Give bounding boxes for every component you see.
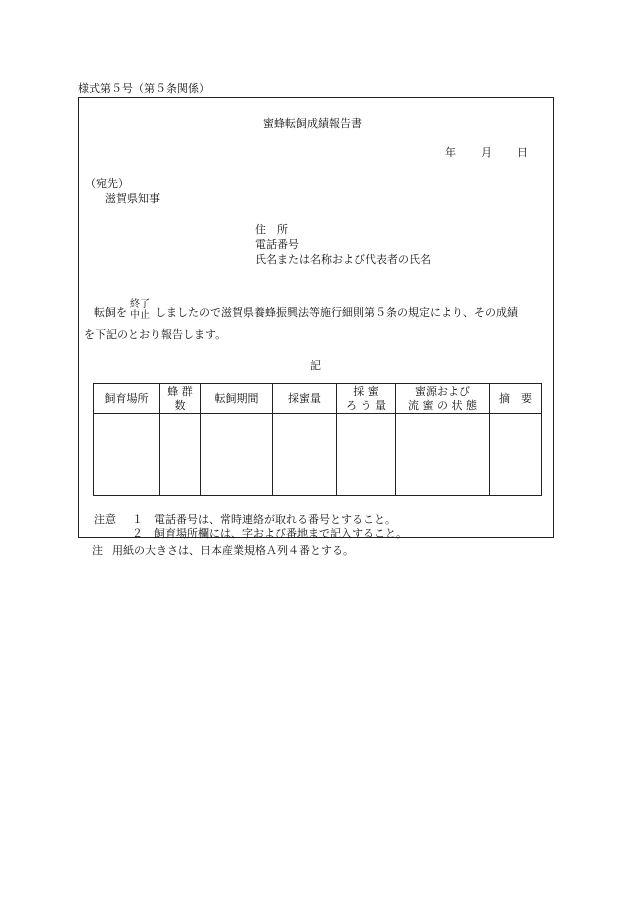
body-line1-rest: しましたので滋賀県養蜂振興法等施行細則第５条の規定により、その成績	[155, 306, 518, 319]
note-1-text: 電話番号は、常時連絡が取れる番号とすること。	[154, 513, 396, 526]
addressee-name: 滋賀県知事	[105, 192, 160, 205]
notes-label: 注意	[94, 513, 116, 526]
body-option-stack	[130, 299, 150, 321]
addressee-label: （宛先）	[85, 177, 129, 190]
col-period: 転飼期間	[201, 384, 273, 414]
col-remarks: 摘 要	[490, 384, 542, 414]
date-year: 年	[445, 146, 456, 159]
footer-note-text: 用紙の大きさは、日本産業規格Ａ列４番とする。	[112, 544, 354, 557]
note-2-number: ２	[132, 527, 143, 540]
ki-heading: 記	[310, 359, 321, 372]
col-location: 飼育場所	[94, 384, 160, 414]
form-number: 様式第５号（第５条関係）	[78, 82, 210, 95]
col-colonies: 蜂 群 数	[160, 384, 201, 414]
table-row	[94, 414, 542, 496]
note-2-text: 飼育場所欄には、字および番地まで記入すること。	[154, 527, 407, 540]
body-line2: を下記のとおり報告します。	[84, 328, 227, 341]
cell-location[interactable]	[94, 414, 160, 496]
option-end: 終了	[130, 299, 150, 310]
document-title: 蜜蜂転飼成績報告書	[263, 117, 362, 130]
note-1-number: １	[132, 513, 143, 526]
date-month: 月	[481, 146, 492, 159]
date-day: 日	[517, 146, 528, 159]
cell-honey-amount[interactable]	[273, 414, 337, 496]
col-honey-amount: 採蜜量	[273, 384, 337, 414]
cell-wax-amount[interactable]	[337, 414, 396, 496]
applicant-phone-label: 電話番号	[255, 238, 299, 251]
option-stop: 中止	[130, 310, 150, 321]
footer-note-label: 注	[92, 544, 103, 557]
applicant-name-label: 氏名または名称および代表者の氏名	[255, 253, 431, 266]
body-prefix: 転飼を	[94, 306, 127, 319]
cell-nectar-source[interactable]	[396, 414, 490, 496]
cell-period[interactable]	[201, 414, 273, 496]
cell-remarks[interactable]	[490, 414, 542, 496]
col-wax-amount: 採 蜜 ろ う 量	[337, 384, 396, 414]
cell-colonies[interactable]	[160, 414, 201, 496]
applicant-address-label: 住 所	[255, 223, 288, 236]
col-nectar-source: 蜜源および 流 蜜 の 状 態	[396, 384, 490, 414]
table-header-row	[94, 384, 542, 414]
record-table	[93, 383, 542, 496]
